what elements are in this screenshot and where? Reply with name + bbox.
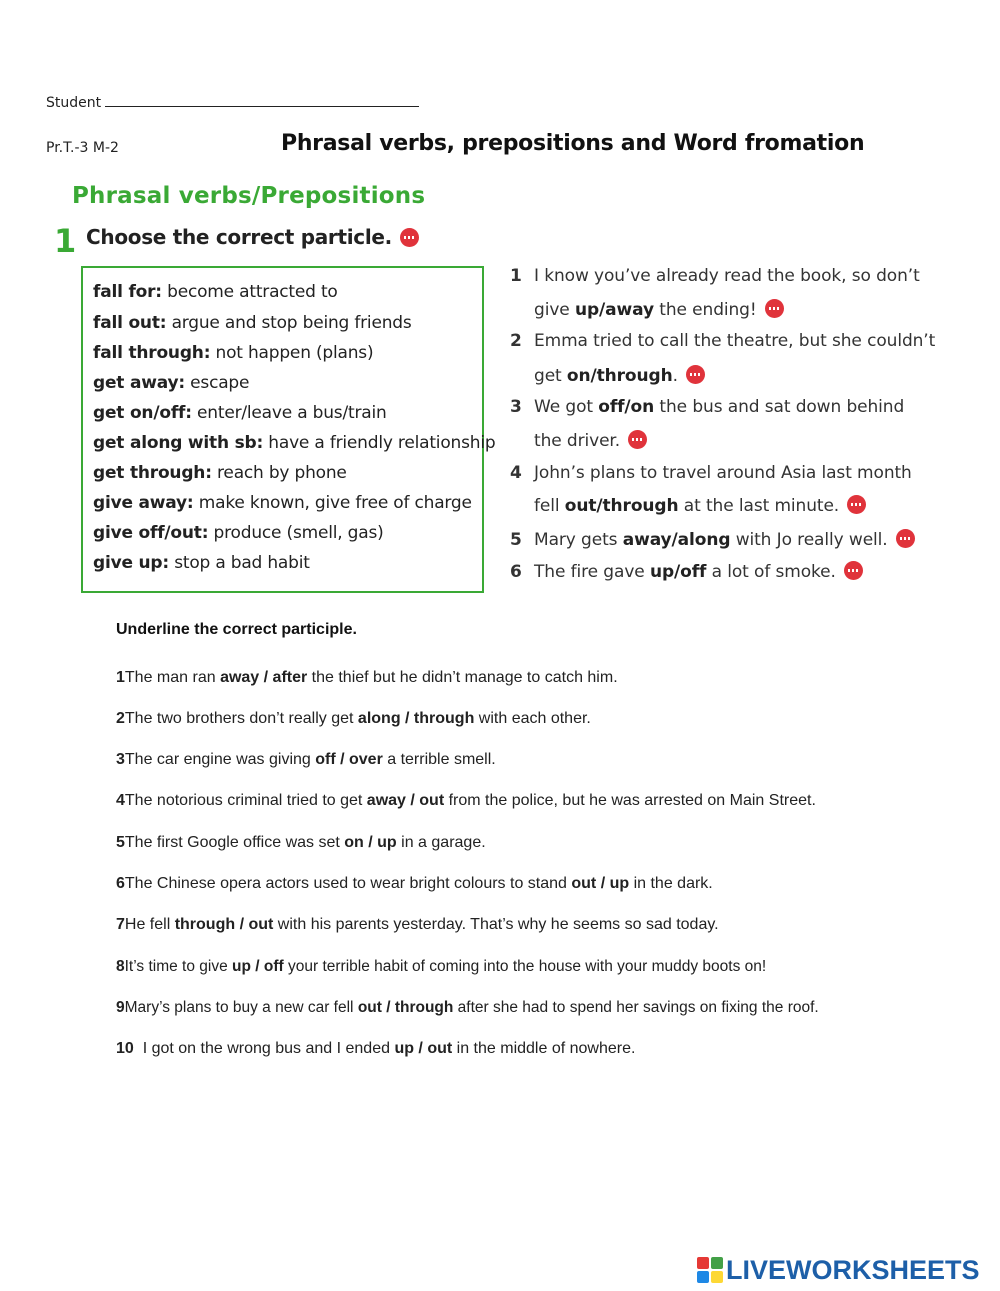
answer-choice: on/through (566, 366, 673, 386)
ex2-item[interactable]: 1The man ran away / after the thief but he didn’t manage to catch him. (116, 669, 618, 686)
answer-choice: through / out (174, 916, 274, 933)
ex2-item[interactable]: 2The two brothers don’t really get along / through with each other. (116, 710, 591, 727)
ex1-question-1-line1: 1 I know you’ve already read the book, so don’t (510, 266, 920, 286)
speech-dots-icon (765, 299, 784, 318)
glossary-item: give away: make known, give free of charge (93, 493, 472, 513)
ex2-item[interactable]: 6The Chinese opera actors used to wear bright colours to stand out / up in the dark. (116, 875, 713, 892)
logo-text: LIVEWORKSHEETS (726, 1254, 980, 1285)
speech-dots-icon (896, 529, 915, 548)
speech-dots-icon (686, 365, 705, 384)
glossary-item: get through: reach by phone (93, 463, 347, 483)
answer-choice: out / up (571, 875, 630, 892)
answer-choice: out/through (564, 496, 679, 516)
glossary-item: fall out: argue and stop being friends (93, 313, 412, 333)
exercise-title (86, 225, 419, 249)
section-heading: Phrasal verbs/Prepositions (72, 183, 426, 209)
logo-square (711, 1257, 723, 1269)
page-title: Phrasal verbs, prepositions and Word fromation (281, 131, 865, 156)
answer-choice: along / through (357, 710, 475, 727)
answer-choice: up / out (394, 1040, 453, 1057)
logo-square (697, 1257, 709, 1269)
logo-square (711, 1271, 723, 1283)
student-label: Student (46, 95, 102, 111)
liveworksheets-logo (697, 1255, 980, 1285)
answer-choice: away/along (622, 530, 731, 550)
logo-square (697, 1271, 709, 1283)
logo-mark-icon (697, 1257, 723, 1283)
speech-dots-icon (400, 228, 419, 247)
glossary-item: fall through: not happen (plans) (93, 343, 374, 363)
answer-choice: off/on (598, 397, 655, 417)
glossary-item: give up: stop a bad habit (93, 553, 310, 573)
ex1-question-4-line1: 4 John’s plans to travel around Asia last month (510, 463, 912, 483)
glossary-item: get along with sb: have a friendly relationship (93, 433, 496, 453)
answer-choice: up/away (574, 300, 654, 320)
glossary-box (81, 266, 496, 593)
answer-choice: away / out (366, 792, 445, 809)
ex2-item[interactable]: 8It’s time to give up / off your terrible habit of coming into the house with your muddy boots on! (116, 958, 767, 975)
answer-choice: up / off (232, 958, 284, 975)
speech-dots-icon (847, 495, 866, 514)
answer-choice: up/off (649, 562, 707, 582)
ex2-item[interactable]: 5The first Google office was set on / up in a garage. (116, 834, 486, 851)
glossary-item: get away: escape (93, 373, 250, 393)
ex1-question-1-line2[interactable]: give up/away the ending! (534, 299, 784, 320)
student-name-line (105, 94, 419, 107)
ex1-question-3-line2: the driver. (534, 430, 647, 451)
ex1-question-6[interactable]: 6 The fire gave up/off a lot of smoke. (510, 561, 863, 582)
ex2-item[interactable]: 3The car engine was giving off / over a terrible smell. (116, 751, 496, 768)
ex2-item[interactable]: 4The notorious criminal tried to get away / out from the police, but he was arrested on Main Street. (116, 792, 816, 809)
ex1-question-2-line2[interactable]: get on/through. (534, 365, 705, 386)
exercise-number: 1 (54, 222, 77, 260)
exercise2-title: Underline the correct participle. (116, 621, 357, 638)
answer-choice: out / through (357, 999, 454, 1016)
student-name-field (46, 94, 419, 111)
ex1-question-5[interactable]: 5 Mary gets away/along with Jo really well. (510, 529, 915, 550)
ex2-item[interactable]: 10 I got on the wrong bus and I ended up / out in the middle of nowhere. (116, 1040, 636, 1057)
glossary-item: get on/off: enter/leave a bus/train (93, 403, 387, 423)
speech-dots-icon (628, 430, 647, 449)
answer-choice: away / after (220, 669, 308, 686)
ex2-item[interactable]: 7He fell through / out with his parents yesterday. That’s why he seems so sad today. (116, 916, 719, 933)
answer-choice: off / over (315, 751, 383, 768)
exercise-title-text: Choose the correct particle. (86, 225, 392, 249)
ex1-question-3-line1[interactable]: 3 We got off/on the bus and sat down behind (510, 397, 905, 417)
speech-dots-icon (844, 561, 863, 580)
glossary-item: fall for: become attracted to (93, 282, 338, 302)
answer-choice: on / up (344, 834, 397, 851)
worksheet-code: Pr.T.-3 M-2 (46, 140, 119, 156)
ex1-question-2-line1: 2 Emma tried to call the theatre, but she couldn’t (510, 331, 936, 351)
ex1-question-4-line2[interactable]: fell out/through at the last minute. (534, 495, 866, 516)
ex2-item[interactable]: 9Mary’s plans to buy a new car fell out / through after she had to spend her savings on fixing the roof. (116, 999, 819, 1016)
glossary-item: give off/out: produce (smell, gas) (93, 523, 384, 543)
